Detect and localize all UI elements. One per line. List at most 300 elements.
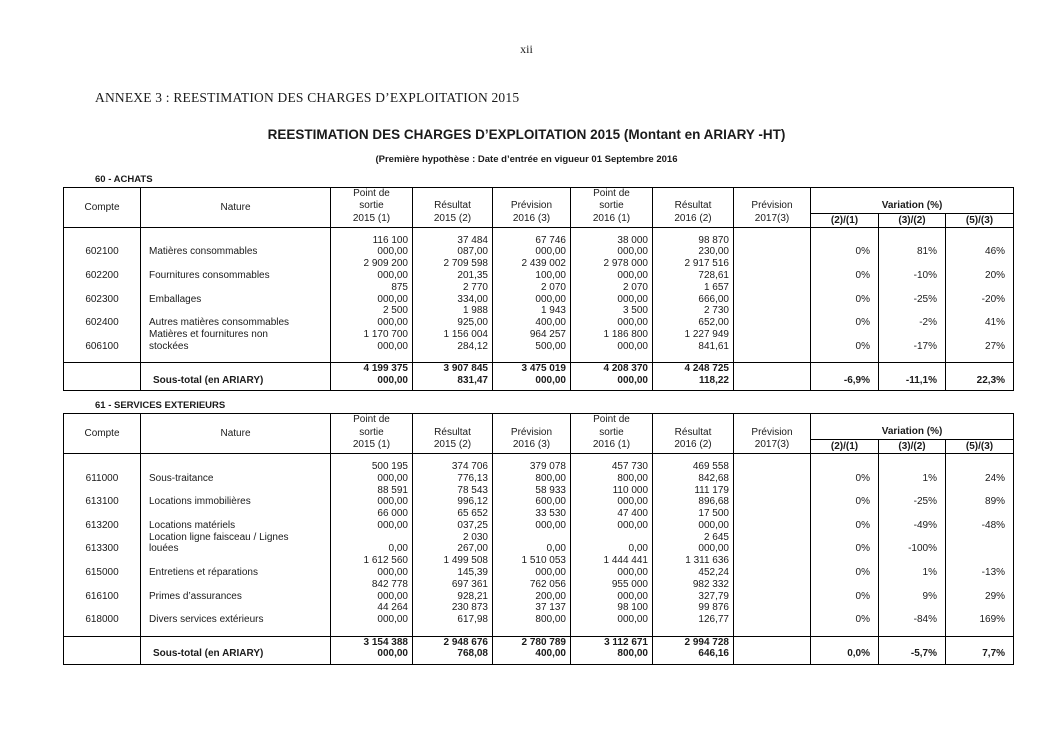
cell-amount: 1 227 949 bbox=[653, 329, 734, 341]
cell-variation bbox=[879, 602, 946, 614]
cell-compte bbox=[64, 626, 141, 636]
cell-amount: 000,00 bbox=[571, 246, 653, 258]
cell-amount: 646,16 bbox=[653, 648, 734, 660]
cell-variation bbox=[946, 543, 1014, 555]
subtotal-row bbox=[64, 636, 1014, 648]
header-line: sortie bbox=[599, 200, 624, 212]
cell-variation bbox=[946, 305, 1014, 317]
cell-amount bbox=[493, 454, 571, 461]
cell-amount: 652,00 bbox=[653, 317, 734, 329]
cell-amount bbox=[734, 329, 811, 341]
cell-amount: 955 000 bbox=[571, 579, 653, 591]
cell-nature: stockées bbox=[141, 341, 331, 353]
cell-amount: 2 500 bbox=[331, 305, 413, 317]
cell-amount: 964 257 bbox=[493, 329, 571, 341]
page-number: xii bbox=[520, 42, 533, 56]
cell-nature bbox=[141, 305, 331, 317]
cell-amount: 110 000 bbox=[571, 485, 653, 497]
cell-amount: 697 361 bbox=[413, 579, 493, 591]
charges-table-achats bbox=[63, 187, 1014, 391]
cell-variation: 22,3% bbox=[946, 375, 1014, 387]
cell-compte bbox=[64, 282, 141, 294]
cell-variation bbox=[946, 461, 1014, 473]
section-label-achats: 60 - ACHATS bbox=[95, 174, 153, 185]
cell-nature: Location ligne faisceau / Lignes bbox=[141, 532, 331, 544]
cell-nature bbox=[141, 555, 331, 567]
cell-amount: 100,00 bbox=[493, 270, 571, 282]
cell-amount: 000,00 bbox=[331, 520, 413, 532]
cell-variation bbox=[946, 579, 1014, 591]
cell-compte: 616100 bbox=[64, 591, 141, 603]
cell-variation bbox=[811, 579, 879, 591]
cell-variation bbox=[811, 235, 879, 247]
cell-nature: Sous-traitance bbox=[141, 473, 331, 485]
cell-compte bbox=[64, 305, 141, 317]
cell-variation: 41% bbox=[946, 317, 1014, 329]
cell-amount bbox=[571, 626, 653, 636]
header-line: 2015 (1) bbox=[352, 212, 391, 224]
cell-variation: -48% bbox=[946, 520, 1014, 532]
cell-amount bbox=[653, 454, 734, 461]
cell-amount: 2 070 bbox=[571, 282, 653, 294]
cell-amount: 037,25 bbox=[413, 520, 493, 532]
cell-amount: 47 400 bbox=[571, 508, 653, 520]
cell-nature bbox=[141, 660, 331, 664]
subtotal-row bbox=[64, 363, 1014, 375]
spacer-row bbox=[64, 387, 1014, 391]
header-line: sortie bbox=[599, 426, 624, 438]
cell-variation: 24% bbox=[946, 473, 1014, 485]
cell-amount bbox=[493, 228, 571, 235]
cell-variation bbox=[879, 235, 946, 247]
cell-compte: 618000 bbox=[64, 614, 141, 626]
cell-amount: 800,00 bbox=[493, 614, 571, 626]
cell-compte bbox=[64, 532, 141, 544]
cell-amount: 000,00 bbox=[331, 317, 413, 329]
cell-amount bbox=[734, 363, 811, 375]
cell-amount: 000,00 bbox=[493, 246, 571, 258]
cell-variation: 0% bbox=[811, 294, 879, 306]
table-row bbox=[64, 520, 1014, 532]
cell-amount: 1 988 bbox=[413, 305, 493, 317]
cell-amount: 842,68 bbox=[653, 473, 734, 485]
cell-amount bbox=[734, 567, 811, 579]
cell-variation: -25% bbox=[879, 294, 946, 306]
col-header-resultat-2015 bbox=[413, 414, 493, 454]
cell-amount bbox=[413, 626, 493, 636]
cell-amount bbox=[571, 454, 653, 461]
cell-variation: -84% bbox=[879, 614, 946, 626]
cell-compte: 613100 bbox=[64, 496, 141, 508]
cell-amount bbox=[331, 387, 413, 391]
cell-amount bbox=[734, 602, 811, 614]
cell-variation: -6,9% bbox=[811, 375, 879, 387]
cell-amount: 842 778 bbox=[331, 579, 413, 591]
header-line: sortie bbox=[359, 200, 384, 212]
cell-variation: 1% bbox=[879, 567, 946, 579]
col-header-resultat-2016 bbox=[653, 188, 734, 228]
header-line: Résultat bbox=[434, 426, 471, 438]
cell-amount: 400,00 bbox=[493, 648, 571, 660]
cell-amount bbox=[653, 353, 734, 363]
cell-amount: 000,00 bbox=[571, 317, 653, 329]
cell-variation: 0% bbox=[811, 591, 879, 603]
cell-variation: -2% bbox=[879, 317, 946, 329]
cell-variation: 81% bbox=[879, 246, 946, 258]
cell-nature bbox=[141, 508, 331, 520]
cell-variation bbox=[946, 235, 1014, 247]
cell-variation: 0% bbox=[811, 614, 879, 626]
cell-compte bbox=[64, 235, 141, 247]
cell-variation bbox=[879, 626, 946, 636]
cell-amount bbox=[734, 636, 811, 648]
cell-variation bbox=[811, 555, 879, 567]
cell-variation bbox=[811, 602, 879, 614]
cell-variation bbox=[946, 454, 1014, 461]
header-line: Résultat bbox=[434, 200, 471, 212]
cell-compte bbox=[64, 555, 141, 567]
cell-variation bbox=[946, 485, 1014, 497]
cell-compte: 613300 bbox=[64, 543, 141, 555]
header-line: Point de bbox=[353, 414, 390, 426]
table-row bbox=[64, 579, 1014, 591]
cell-compte bbox=[64, 329, 141, 341]
cell-variation bbox=[946, 532, 1014, 544]
cell-amount: 896,68 bbox=[653, 496, 734, 508]
cell-amount: 58 933 bbox=[493, 485, 571, 497]
cell-amount: 44 264 bbox=[331, 602, 413, 614]
cell-variation bbox=[879, 305, 946, 317]
cell-variation bbox=[879, 387, 946, 391]
cell-nature: Fournitures consommables bbox=[141, 270, 331, 282]
cell-nature bbox=[141, 258, 331, 270]
cell-amount: 000,00 bbox=[493, 294, 571, 306]
table-row bbox=[64, 591, 1014, 603]
cell-amount: 000,00 bbox=[331, 496, 413, 508]
cell-amount: 000,00 bbox=[571, 294, 653, 306]
cell-variation: 0% bbox=[811, 567, 879, 579]
table-row bbox=[64, 461, 1014, 473]
table-header bbox=[64, 414, 1014, 454]
cell-variation: 0% bbox=[811, 270, 879, 282]
cell-variation bbox=[811, 532, 879, 544]
cell-amount bbox=[734, 454, 811, 461]
header-line: 2016 (2) bbox=[674, 212, 712, 224]
cell-amount: 831,47 bbox=[413, 375, 493, 387]
cell-amount: 000,00 bbox=[331, 648, 413, 660]
table-row bbox=[64, 485, 1014, 497]
cell-amount bbox=[493, 532, 571, 544]
cell-variation bbox=[879, 532, 946, 544]
cell-variation bbox=[879, 282, 946, 294]
cell-amount bbox=[734, 375, 811, 387]
cell-amount bbox=[653, 228, 734, 235]
cell-amount: 457 730 bbox=[571, 461, 653, 473]
cell-variation bbox=[946, 602, 1014, 614]
cell-amount bbox=[571, 228, 653, 235]
cell-nature: Emballages bbox=[141, 294, 331, 306]
cell-amount bbox=[493, 660, 571, 664]
cell-variation bbox=[811, 626, 879, 636]
cell-amount: 2 978 000 bbox=[571, 258, 653, 270]
cell-amount bbox=[653, 626, 734, 636]
cell-amount bbox=[493, 387, 571, 391]
cell-variation: 0% bbox=[811, 473, 879, 485]
cell-variation: -13% bbox=[946, 567, 1014, 579]
cell-amount: 33 530 bbox=[493, 508, 571, 520]
header-line: 2017(3) bbox=[754, 212, 790, 224]
cell-nature bbox=[141, 579, 331, 591]
cell-amount bbox=[734, 317, 811, 329]
cell-amount: 4 248 725 bbox=[653, 363, 734, 375]
cell-amount: 0,00 bbox=[571, 543, 653, 555]
table-body-services-exterieurs bbox=[64, 454, 1014, 664]
cell-variation bbox=[811, 329, 879, 341]
col-header-prevision-2017 bbox=[734, 188, 811, 228]
col-header-resultat-2015 bbox=[413, 188, 493, 228]
cell-amount: 000,00 bbox=[331, 591, 413, 603]
cell-amount: 452,24 bbox=[653, 567, 734, 579]
cell-amount bbox=[331, 228, 413, 235]
cell-amount: 2 645 bbox=[653, 532, 734, 544]
cell-amount: 400,00 bbox=[493, 317, 571, 329]
cell-amount: 000,00 bbox=[331, 567, 413, 579]
table-row bbox=[64, 508, 1014, 520]
cell-variation bbox=[946, 660, 1014, 664]
cell-amount: 230 873 bbox=[413, 602, 493, 614]
cell-amount: 2 780 789 bbox=[493, 636, 571, 648]
cell-amount: 2 030 bbox=[413, 532, 493, 544]
cell-amount: 000,00 bbox=[493, 567, 571, 579]
cell-amount: 379 078 bbox=[493, 461, 571, 473]
cell-amount bbox=[734, 496, 811, 508]
cell-amount bbox=[734, 591, 811, 603]
cell-amount: 37 484 bbox=[413, 235, 493, 247]
cell-nature: Matières consommables bbox=[141, 246, 331, 258]
cell-amount: 768,08 bbox=[413, 648, 493, 660]
cell-compte: 602400 bbox=[64, 317, 141, 329]
cell-variation bbox=[811, 508, 879, 520]
cell-amount: 2 917 516 bbox=[653, 258, 734, 270]
cell-compte bbox=[64, 363, 141, 375]
table-row bbox=[64, 341, 1014, 353]
cell-variation bbox=[879, 258, 946, 270]
header-line: 2016 (2) bbox=[674, 439, 712, 451]
header-line: sortie bbox=[359, 426, 384, 438]
cell-amount: 2 070 bbox=[493, 282, 571, 294]
cell-amount: 728,61 bbox=[653, 270, 734, 282]
cell-amount: 2 948 676 bbox=[413, 636, 493, 648]
cell-variation: 7,7% bbox=[946, 648, 1014, 660]
cell-amount: 4 208 370 bbox=[571, 363, 653, 375]
cell-variation bbox=[879, 660, 946, 664]
cell-amount: 2 439 002 bbox=[493, 258, 571, 270]
col-header-resultat-2016 bbox=[653, 414, 734, 454]
table-row bbox=[64, 317, 1014, 329]
cell-amount bbox=[734, 473, 811, 485]
cell-amount bbox=[413, 660, 493, 664]
cell-variation: -20% bbox=[946, 294, 1014, 306]
charges-table-services-exterieurs bbox=[63, 413, 1014, 664]
cell-amount: 875 bbox=[331, 282, 413, 294]
cell-nature: Locations matériels bbox=[141, 520, 331, 532]
table-row bbox=[64, 496, 1014, 508]
spacer-row bbox=[64, 228, 1014, 235]
header-line bbox=[734, 414, 810, 426]
cell-variation bbox=[946, 626, 1014, 636]
cell-variation bbox=[946, 353, 1014, 363]
cell-nature: Entretiens et réparations bbox=[141, 567, 331, 579]
cell-amount bbox=[734, 579, 811, 591]
cell-amount: 98 870 bbox=[653, 235, 734, 247]
cell-amount: 267,00 bbox=[413, 543, 493, 555]
table-row bbox=[64, 270, 1014, 282]
cell-amount: 996,12 bbox=[413, 496, 493, 508]
cell-amount bbox=[493, 626, 571, 636]
cell-amount: 800,00 bbox=[571, 473, 653, 485]
cell-amount: 3 500 bbox=[571, 305, 653, 317]
cell-compte bbox=[64, 602, 141, 614]
cell-amount: 1 943 bbox=[493, 305, 571, 317]
cell-amount: 2 770 bbox=[413, 282, 493, 294]
col-header-variation-2-1: (2)/(1) bbox=[811, 440, 879, 454]
cell-amount bbox=[734, 235, 811, 247]
cell-amount bbox=[734, 648, 811, 660]
cell-amount: 500 195 bbox=[331, 461, 413, 473]
cell-amount bbox=[734, 341, 811, 353]
cell-amount bbox=[571, 660, 653, 664]
cell-amount: 600,00 bbox=[493, 496, 571, 508]
cell-amount: 000,00 bbox=[653, 543, 734, 555]
cell-amount: 1 311 636 bbox=[653, 555, 734, 567]
cell-amount bbox=[413, 353, 493, 363]
cell-amount: 2 730 bbox=[653, 305, 734, 317]
table-body-achats bbox=[64, 228, 1014, 391]
cell-amount: 3 907 845 bbox=[413, 363, 493, 375]
table-row bbox=[64, 567, 1014, 579]
cell-amount: 000,00 bbox=[331, 246, 413, 258]
cell-variation bbox=[946, 282, 1014, 294]
cell-variation: 1% bbox=[879, 473, 946, 485]
cell-nature: Primes d’assurances bbox=[141, 591, 331, 603]
cell-amount: 841,61 bbox=[653, 341, 734, 353]
cell-amount: 000,00 bbox=[571, 567, 653, 579]
cell-amount: 284,12 bbox=[413, 341, 493, 353]
header-line bbox=[653, 414, 733, 426]
cell-amount: 762 056 bbox=[493, 579, 571, 591]
cell-amount bbox=[331, 532, 413, 544]
table-row bbox=[64, 473, 1014, 485]
cell-amount bbox=[734, 555, 811, 567]
cell-amount: 111 179 bbox=[653, 485, 734, 497]
cell-nature bbox=[141, 602, 331, 614]
header-line: Prévision bbox=[510, 200, 553, 212]
cell-amount: 3 154 388 bbox=[331, 636, 413, 648]
col-header-point-sortie-2015 bbox=[331, 414, 413, 454]
cell-nature bbox=[141, 387, 331, 391]
cell-amount: 1 186 800 bbox=[571, 329, 653, 341]
cell-amount: 65 652 bbox=[413, 508, 493, 520]
cell-compte bbox=[64, 648, 141, 660]
cell-amount bbox=[734, 520, 811, 532]
col-header-variation: Variation (%) bbox=[811, 188, 1014, 214]
cell-variation bbox=[946, 363, 1014, 375]
cell-variation: 27% bbox=[946, 341, 1014, 353]
cell-nature: Autres matières consommables bbox=[141, 317, 331, 329]
table-row bbox=[64, 602, 1014, 614]
cell-nature: Sous-total (en ARIARY) bbox=[141, 648, 331, 660]
cell-amount: 1 170 700 bbox=[331, 329, 413, 341]
cell-variation bbox=[811, 485, 879, 497]
cell-variation: -5,7% bbox=[879, 648, 946, 660]
cell-amount: 3 112 671 bbox=[571, 636, 653, 648]
cell-variation: -100% bbox=[879, 543, 946, 555]
cell-compte: 602200 bbox=[64, 270, 141, 282]
cell-compte bbox=[64, 508, 141, 520]
col-header-nature: Nature bbox=[141, 414, 331, 454]
cell-nature bbox=[141, 363, 331, 375]
cell-amount: 1 156 004 bbox=[413, 329, 493, 341]
report-title: REESTIMATION DES CHARGES D’EXPLOITATION 2015 (Montant en ARIARY -HT) bbox=[267, 127, 786, 142]
header-line: Prévision bbox=[751, 426, 793, 438]
header-line: Point de bbox=[353, 188, 390, 199]
cell-variation: 9% bbox=[879, 591, 946, 603]
cell-amount: 4 199 375 bbox=[331, 363, 413, 375]
header-line: 2017(3) bbox=[754, 439, 790, 451]
spacer-row bbox=[64, 626, 1014, 636]
cell-nature: Sous-total (en ARIARY) bbox=[141, 375, 331, 387]
cell-amount: 000,00 bbox=[571, 496, 653, 508]
cell-amount: 66 000 bbox=[331, 508, 413, 520]
header-line bbox=[413, 188, 492, 200]
cell-amount: 200,00 bbox=[493, 591, 571, 603]
cell-amount: 800,00 bbox=[571, 648, 653, 660]
cell-amount: 145,39 bbox=[413, 567, 493, 579]
cell-compte bbox=[64, 353, 141, 363]
cell-compte bbox=[64, 660, 141, 664]
header-line bbox=[493, 188, 570, 200]
cell-variation: 0% bbox=[811, 246, 879, 258]
col-header-point-sortie-2016 bbox=[571, 188, 653, 228]
cell-amount bbox=[571, 387, 653, 391]
table-row bbox=[64, 294, 1014, 306]
cell-amount: 000,00 bbox=[571, 341, 653, 353]
cell-nature bbox=[141, 228, 331, 235]
cell-variation bbox=[946, 636, 1014, 648]
cell-amount: 000,00 bbox=[331, 473, 413, 485]
col-header-variation-5-3: (5)/(3) bbox=[946, 214, 1014, 228]
cell-variation bbox=[811, 454, 879, 461]
cell-amount: 1 657 bbox=[653, 282, 734, 294]
col-header-point-sortie-2015 bbox=[331, 188, 413, 228]
cell-amount bbox=[413, 387, 493, 391]
cell-variation bbox=[811, 305, 879, 317]
cell-amount bbox=[734, 270, 811, 282]
cell-compte: 606100 bbox=[64, 341, 141, 353]
cell-amount: 0,00 bbox=[331, 543, 413, 555]
cell-amount: 374 706 bbox=[413, 461, 493, 473]
header-line: 2016 (1) bbox=[592, 212, 631, 224]
cell-amount bbox=[571, 353, 653, 363]
cell-amount: 201,35 bbox=[413, 270, 493, 282]
cell-amount: 98 100 bbox=[571, 602, 653, 614]
cell-compte bbox=[64, 579, 141, 591]
cell-variation: 169% bbox=[946, 614, 1014, 626]
header-line: 2016 (1) bbox=[592, 439, 631, 451]
spacer-row bbox=[64, 660, 1014, 664]
cell-amount: 78 543 bbox=[413, 485, 493, 497]
table-row bbox=[64, 329, 1014, 341]
